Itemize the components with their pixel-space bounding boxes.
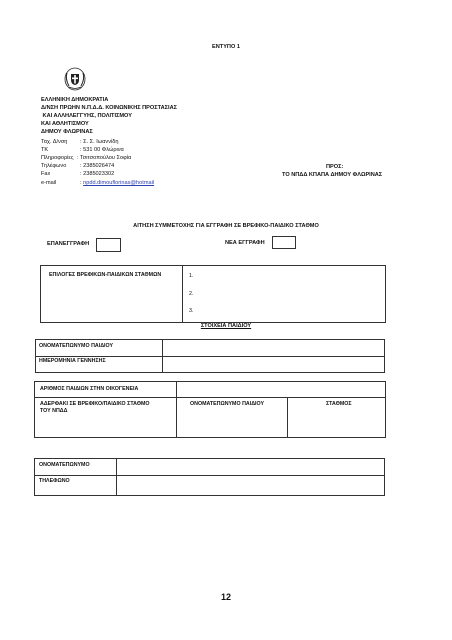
family-table-col-divider-2 bbox=[287, 397, 288, 438]
email-link[interactable]: npdd.dimouflorinas@hotmail bbox=[83, 180, 155, 186]
new-registration-checkbox[interactable] bbox=[272, 236, 296, 249]
recipient-to-value: ΤΟ ΝΠΔΔ ΚΠΑΠΑ ΔΗΜΟΥ ΦΛΩΡΙΝΑΣ bbox=[282, 172, 383, 178]
contact-email-label: e-mail bbox=[41, 180, 57, 186]
contact-phone-value: : 2385026474 bbox=[80, 163, 115, 169]
page-number: 12 bbox=[220, 592, 231, 602]
header-line-5: ΔΗΜΟΥ ΦΛΩΡΙΝΑΣ bbox=[41, 129, 93, 135]
guardian-phone-label: ΤΗΛΕΦΩΝΟ bbox=[39, 478, 70, 484]
child-section-title: ΣΤΟΙΧΕΙΑ ΠΑΙΔΙΟΥ bbox=[200, 323, 252, 329]
choice-3[interactable]: 3. bbox=[189, 308, 194, 314]
contact-phone-label: Τηλέφωνο bbox=[41, 163, 67, 169]
child-name-label: ΟΝΟΜΑΤΕΠΩΝΥΜΟ ΠΑΙΔΙΟΥ bbox=[39, 343, 113, 349]
recipient-to-label: ΠΡΟΣ: bbox=[326, 164, 344, 170]
station-header: ΣΤΑΘΜΟΣ bbox=[326, 401, 352, 407]
contact-fax-value: : 2385023302 bbox=[80, 171, 115, 177]
form-title: ΑΙΤΗΣΗ ΣΥΜΜΕΤΟΧΗΣ ΓΙΑ ΕΓΓΡΑΦΗ ΣΕ ΒΡΕΦΙΚΟ-ΠΑΙΔΙΚΟ ΣΤΑΘΜΟ bbox=[133, 223, 319, 229]
new-registration-label: ΝΕΑ ΕΓΓΡΑΦΗ bbox=[225, 240, 265, 246]
header-line-4: ΚΑΙ ΑΘΛΗΤΙΣΜΟΥ bbox=[41, 121, 89, 127]
header-line-2: Δ/ΝΣΗ ΠΡΩΗΝ Ν.Π.Δ.Δ. ΚΟΙΝΩΝΙΚΗΣ ΠΡΟΣΤΑΣΙΑΣ bbox=[41, 105, 177, 111]
contact-email-row bbox=[80, 180, 154, 187]
choices-label: ΕΠΙΛΟΓΕΣ ΒΡΕΦΙΚΩΝ-ΠΑΙΔΙΚΩΝ ΣΤΑΘΜΩΝ bbox=[49, 272, 162, 278]
form-number: ΕΝΤΥΠΟ 1 bbox=[212, 44, 240, 50]
renewal-label: ΕΠΑΝΕΓΓΡΑΦΗ bbox=[47, 241, 90, 247]
guardian-name-field[interactable] bbox=[118, 459, 383, 474]
child-name-field[interactable] bbox=[164, 340, 383, 355]
contact-fax-label: Fax bbox=[41, 171, 51, 177]
header-line-3: ΚΑΙ ΑΛΛΗΛΕΓΓΥΗΣ, ΠΟΛΙΤΙΣΜΟΥ bbox=[41, 113, 132, 119]
guardian-name-label: ΟΝΟΜΑΤΕΠΩΝΥΜΟ bbox=[39, 462, 90, 468]
guardian-phone-field[interactable] bbox=[118, 476, 383, 494]
contact-zip-label: ΤΚ bbox=[41, 147, 49, 153]
child-dob-label: ΗΜΕΡΟΜΗΝΙΑ ΓΕΝΝΗΣΗΣ bbox=[39, 358, 106, 364]
choice-1[interactable]: 1. bbox=[189, 273, 194, 279]
child-table-col-divider bbox=[162, 339, 163, 373]
siblings-label-line-2: ΤΟΥ ΝΠΔΔ bbox=[40, 408, 68, 414]
contact-info-value: : Τσιτσοπούλου Σοφία bbox=[77, 155, 132, 161]
sibling-name-header: ΟΝΟΜΑΤΕΠΩΝΥΜΟ ΠΑΙΔΙΟΥ bbox=[190, 401, 264, 407]
guardian-table-col-divider bbox=[116, 458, 117, 496]
contact-email-colon: : bbox=[80, 180, 84, 186]
coat-of-arms-emblem bbox=[64, 67, 86, 91]
contact-address-value: : Σ. Σ. Ιωαννίδη bbox=[80, 139, 119, 145]
renewal-checkbox[interactable] bbox=[96, 238, 121, 252]
siblings-label-line-1: ΑΔΕΡΦΑΚΙ ΣΕ ΒΡΕΦΙΚΟ/ΠΑΙΔΙΚΟ ΣΤΑΘΜΟ bbox=[40, 401, 150, 407]
children-count-field[interactable] bbox=[178, 382, 384, 396]
contact-info-label: Πληροφορίες bbox=[41, 155, 74, 161]
header-line-1: ΕΛΛΗΝΙΚΗ ΔΗΜΟΚΡΑΤΙΑ bbox=[41, 97, 109, 103]
contact-zip-value: : 531 00 Φλώρινα bbox=[80, 147, 124, 153]
children-count-label: ΑΡΙΘΜΟΣ ΠΑΙΔΙΩΝ ΣΤΗΝ ΟΙΚΟΓΕΝΕΙΑ bbox=[40, 386, 139, 392]
child-dob-field[interactable] bbox=[164, 357, 383, 372]
family-table-row-divider bbox=[34, 397, 386, 398]
choice-2[interactable]: 2. bbox=[189, 291, 194, 297]
contact-address-label: Ταχ. Δ/νση bbox=[41, 139, 68, 145]
choices-divider bbox=[182, 265, 183, 323]
family-table-col-divider-1 bbox=[176, 381, 177, 438]
